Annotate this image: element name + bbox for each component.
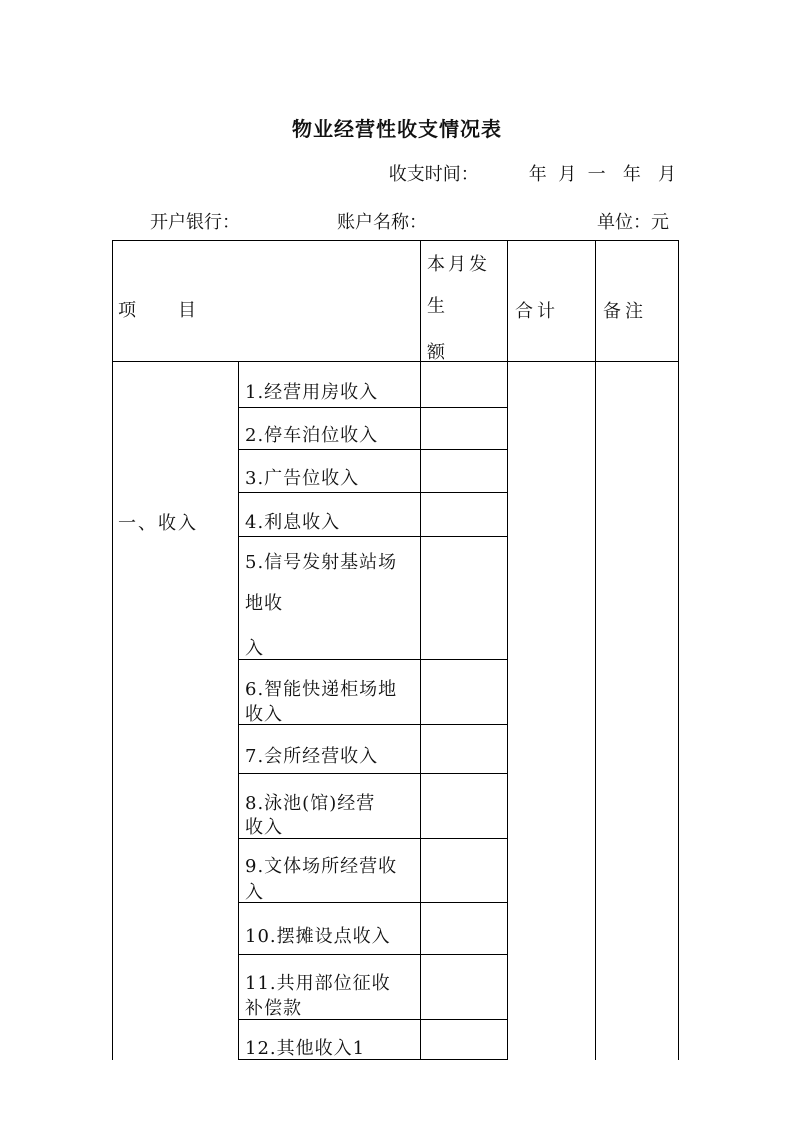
period-label: 收支时间： xyxy=(388,164,479,185)
total-left-divider xyxy=(507,240,508,1060)
table-row-line2: 补偿款 xyxy=(245,998,302,1019)
table-row: 12.其他收入1 xyxy=(245,1038,366,1059)
period-month-end: 月 xyxy=(658,164,676,185)
table-row-line2: 收入 xyxy=(245,817,283,838)
row-divider xyxy=(238,773,508,774)
period-year-start: 年 xyxy=(528,164,547,185)
row-divider xyxy=(238,449,508,450)
row-divider xyxy=(238,902,508,903)
table-row-line2: 入 xyxy=(245,882,264,903)
row-divider xyxy=(238,536,508,537)
table-row: 10.摆摊设点收入 xyxy=(245,926,391,947)
amount-left-divider xyxy=(420,240,421,1060)
table-row-line3: 入 xyxy=(245,638,264,659)
row-divider xyxy=(238,954,508,955)
row-divider xyxy=(238,407,508,408)
table-row: 1.经营用房收入 xyxy=(245,382,379,403)
left-border xyxy=(112,240,113,1060)
row-divider xyxy=(238,659,508,660)
table-row-line2: 收入 xyxy=(245,704,283,725)
table-top-border xyxy=(112,240,679,241)
header-bottom-border xyxy=(112,361,679,362)
table-row-line1: 8.泳池(馆)经营 xyxy=(245,793,376,814)
page-title: 物业经营性收支情况表 xyxy=(292,117,502,141)
header-month-line2: 生 xyxy=(427,296,446,317)
period-month-start: 月 xyxy=(558,164,577,185)
unit-label: 单位：元 xyxy=(597,212,669,233)
header-month-line3: 额 xyxy=(427,342,446,363)
right-border xyxy=(678,240,679,1060)
bank-label: 开户银行： xyxy=(150,212,240,233)
period-year-end: 年 xyxy=(622,164,641,185)
header-month-line1: 本月发 xyxy=(427,254,490,275)
header-total: 合计 xyxy=(515,301,559,322)
table-row: 7.会所经营收入 xyxy=(245,746,379,767)
account-name-label: 账户名称： xyxy=(337,212,427,233)
period-dash: 一 xyxy=(587,164,606,185)
period-line xyxy=(389,160,676,186)
table-row-line1: 11.共用部位征收 xyxy=(245,973,391,994)
income-category-label: 一、收入 xyxy=(118,513,198,534)
table-row-line2: 地收 xyxy=(245,593,283,614)
table-row-line1: 9.文体场所经营收 xyxy=(245,856,398,877)
table-row: 3.广告位收入 xyxy=(245,468,360,489)
header-item-b: 目 xyxy=(178,300,197,321)
remarks-left-divider xyxy=(595,240,596,1060)
table-row-line1: 5.信号发射基站场 xyxy=(245,552,398,573)
table-row-line1: 6.智能快递柜场地 xyxy=(245,679,398,700)
row-divider xyxy=(238,492,508,493)
category-divider xyxy=(238,361,239,1060)
header-item-a: 项 xyxy=(118,300,137,321)
table-row: 2.停车泊位收入 xyxy=(245,425,379,446)
table-row: 4.利息收入 xyxy=(245,512,341,533)
header-remarks: 备注 xyxy=(603,301,647,322)
